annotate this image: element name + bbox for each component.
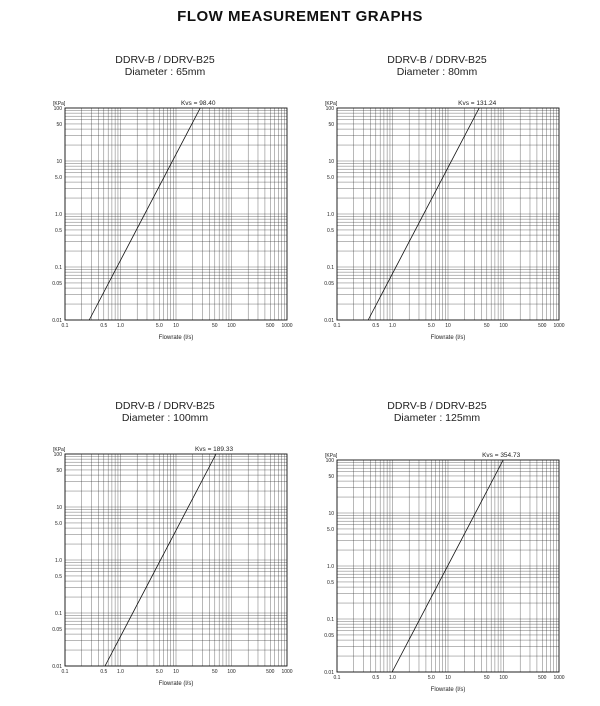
kvs-annotation: Kvs = 189.33: [194, 446, 234, 453]
x-tick-label: 1000: [553, 323, 565, 329]
y-tick-label: 100: [53, 105, 62, 112]
x-tick-label: 5.0: [427, 323, 435, 329]
y-tick-label: 1.0: [327, 563, 334, 570]
y-tick-label: 1.0: [55, 557, 62, 564]
x-tick-label: 50: [212, 323, 218, 329]
y-tick-label: 1.0: [327, 211, 334, 218]
y-tick-label: 0.5: [55, 227, 62, 234]
y-axis-unit-label: [KPa]: [53, 101, 66, 107]
x-tick-label: 100: [227, 669, 236, 675]
y-tick-label: 0.05: [52, 280, 62, 287]
y-tick-label: 0.01: [52, 663, 62, 670]
x-tick-label: 0.5: [100, 669, 108, 675]
x-tick-label: 500: [538, 675, 547, 681]
log-log-chart: [30, 440, 300, 700]
x-tick-label: 100: [499, 323, 508, 329]
y-tick-label: 0.1: [55, 264, 62, 271]
x-tick-label: 10: [445, 323, 451, 329]
x-tick-label: 10: [173, 323, 179, 329]
y-tick-label: 10: [56, 158, 62, 165]
y-tick-label: 0.1: [55, 610, 62, 617]
x-axis-label: Flowrate (l/s): [430, 687, 466, 693]
y-tick-label: 50: [328, 473, 334, 480]
y-axis-unit-label: [KPa]: [325, 453, 338, 459]
x-tick-label: 0.5: [372, 323, 380, 329]
y-tick-label: 10: [328, 158, 334, 165]
y-tick-label: 0.5: [55, 573, 62, 580]
x-tick-label: 100: [227, 323, 236, 329]
x-tick-label: 0.5: [100, 323, 108, 329]
x-tick-label: 0.1: [333, 675, 341, 681]
kvs-annotation: Kvs = 131.24: [458, 100, 497, 107]
chart-title-model: DDRV-B / DDRV-B25: [387, 400, 487, 412]
chart-grid: [65, 454, 287, 666]
chart-title: [30, 400, 300, 424]
chart-title-diameter: Diameter : 65mm: [124, 66, 206, 78]
y-tick-label: 100: [325, 457, 334, 464]
y-tick-label: 5.0: [55, 174, 62, 181]
x-tick-label: 5.0: [427, 675, 435, 681]
y-tick-label: 0.5: [327, 227, 334, 234]
chart-title-diameter: Diameter : 100mm: [121, 412, 209, 424]
x-tick-label: 0.5: [372, 675, 380, 681]
chart-title: [302, 54, 572, 78]
x-tick-label: 1000: [281, 669, 293, 675]
chart-title-model: DDRV-B / DDRV-B25: [387, 54, 487, 66]
x-tick-label: 1.0: [117, 669, 124, 675]
y-tick-label: 50: [56, 467, 62, 474]
chart-panel-100mm: [30, 396, 300, 696]
chart-title-model: DDRV-B / DDRV-B25: [115, 400, 215, 412]
y-tick-label: 0.05: [324, 632, 334, 639]
x-tick-label: 1000: [281, 323, 293, 329]
y-tick-label: 0.1: [327, 616, 334, 623]
chart-panel-80mm: [302, 50, 572, 350]
y-tick-label: 1.0: [55, 211, 62, 218]
chart-title: [302, 400, 572, 424]
y-tick-label: 5.0: [327, 174, 334, 181]
y-tick-label: 100: [325, 105, 334, 112]
kvs-annotation: Kvs = 98.40: [180, 100, 216, 107]
y-axis-unit-label: [KPa]: [325, 101, 338, 107]
x-tick-label: 10: [173, 669, 179, 675]
y-tick-label: 0.1: [327, 264, 334, 271]
log-log-chart: [30, 94, 300, 354]
x-tick-label: 1.0: [389, 675, 396, 681]
log-log-chart: [302, 446, 572, 706]
y-tick-label: 10: [56, 504, 62, 511]
y-tick-label: 5.0: [55, 520, 62, 527]
x-tick-label: 100: [499, 675, 508, 681]
x-tick-label: 5.0: [155, 323, 163, 329]
x-tick-label: 500: [266, 669, 275, 675]
x-tick-label: 500: [538, 323, 547, 329]
chart-title-diameter: Diameter : 80mm: [396, 66, 478, 78]
y-tick-label: 0.05: [324, 280, 334, 287]
x-axis-label: Flowrate (l/s): [158, 335, 194, 341]
y-tick-label: 50: [56, 121, 62, 128]
log-log-chart: [302, 94, 572, 354]
x-tick-label: 50: [484, 323, 490, 329]
x-tick-label: 5.0: [155, 669, 163, 675]
chart-title-model: DDRV-B / DDRV-B25: [115, 54, 215, 66]
x-axis-label: Flowrate (l/s): [158, 681, 194, 687]
y-tick-label: 50: [328, 121, 334, 128]
y-tick-label: 0.01: [52, 317, 62, 324]
x-tick-label: 1.0: [117, 323, 124, 329]
page-title: FLOW MEASUREMENT GRAPHS: [177, 8, 423, 25]
y-tick-label: 10: [328, 510, 334, 517]
x-tick-label: 10: [445, 675, 451, 681]
chart-title: [30, 54, 300, 78]
y-tick-label: 0.5: [327, 579, 334, 586]
y-tick-label: 5.0: [327, 526, 334, 533]
x-axis-label: Flowrate (l/s): [430, 335, 466, 341]
x-tick-label: 0.1: [61, 669, 69, 675]
x-tick-label: 0.1: [61, 323, 69, 329]
x-tick-label: 50: [212, 669, 218, 675]
chart-grid: [337, 108, 559, 320]
y-tick-label: 100: [53, 451, 62, 458]
x-tick-label: 1000: [553, 675, 565, 681]
x-tick-label: 50: [484, 675, 490, 681]
chart-panel-125mm: [302, 396, 572, 696]
y-tick-label: 0.01: [324, 317, 334, 324]
x-tick-label: 500: [266, 323, 275, 329]
y-tick-label: 0.01: [324, 669, 334, 676]
chart-title-diameter: Diameter : 125mm: [393, 412, 481, 424]
y-tick-label: 0.05: [52, 626, 62, 633]
chart-panel-65mm: [30, 50, 300, 350]
kvs-annotation: Kvs = 354.73: [482, 452, 521, 459]
y-axis-unit-label: [KPa]: [53, 447, 66, 453]
chart-grid: [65, 108, 287, 320]
x-tick-label: 1.0: [389, 323, 396, 329]
x-tick-label: 0.1: [333, 323, 341, 329]
